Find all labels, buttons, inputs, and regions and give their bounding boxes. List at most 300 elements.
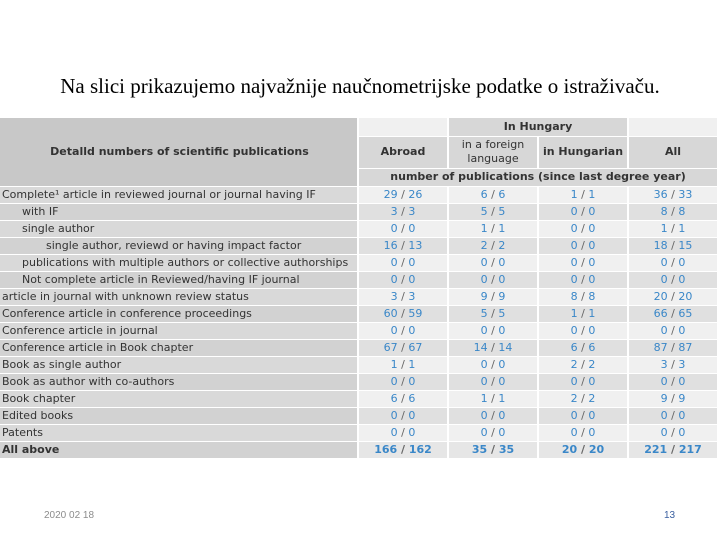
- value-first: 18: [653, 238, 668, 252]
- value-second: 0: [498, 255, 506, 269]
- cell-foreign: [448, 339, 538, 356]
- cell-foreign: [448, 186, 538, 203]
- value-second: 1: [588, 306, 596, 320]
- cell-hungarian: [538, 339, 628, 356]
- value-separator: /: [577, 187, 589, 201]
- value-first: 0: [570, 255, 578, 269]
- table-row: [0, 373, 718, 390]
- value-second: 2: [498, 238, 506, 252]
- value-first: 3: [390, 204, 398, 218]
- value-separator: /: [397, 255, 409, 269]
- value-first: 3: [390, 289, 398, 303]
- table-row: [0, 339, 718, 356]
- value-separator: /: [487, 221, 499, 235]
- value-first: 1: [480, 391, 488, 405]
- header-foreign-language: in a foreign language: [448, 136, 538, 168]
- cell-foreign: [448, 424, 538, 441]
- cell-hungarian: [538, 220, 628, 237]
- header-hungarian: in Hungarian: [538, 136, 628, 168]
- value-second: 0: [678, 425, 686, 439]
- page-number: 13: [664, 510, 676, 521]
- header-subtitle: number of publications (since last degree year): [358, 168, 718, 186]
- value-first: 0: [480, 323, 488, 337]
- value-first: 0: [390, 425, 398, 439]
- cell-all: [628, 203, 718, 220]
- value-second: 2: [588, 391, 596, 405]
- value-second: 33: [678, 187, 693, 201]
- value-separator: /: [487, 425, 499, 439]
- value-second: 1: [498, 221, 506, 235]
- value-second: 26: [408, 187, 423, 201]
- value-separator: /: [667, 340, 679, 354]
- value-first: 1: [570, 306, 578, 320]
- cell-hungarian: [538, 441, 628, 458]
- table-row: [0, 254, 718, 271]
- header-in-hungary: In Hungary: [448, 118, 628, 136]
- value-second: 0: [588, 408, 596, 422]
- value-separator: /: [397, 204, 409, 218]
- value-first: 6: [570, 340, 578, 354]
- value-second: 0: [408, 374, 416, 388]
- value-separator: /: [667, 306, 679, 320]
- table-row: [0, 220, 718, 237]
- value-separator: /: [487, 323, 499, 337]
- value-first: 0: [570, 408, 578, 422]
- value-first: 0: [570, 204, 578, 218]
- value-separator: /: [397, 272, 409, 286]
- value-second: 65: [678, 306, 693, 320]
- value-first: 0: [660, 255, 668, 269]
- value-separator: /: [667, 374, 679, 388]
- value-separator: /: [397, 391, 409, 405]
- value-second: 20: [588, 442, 605, 456]
- value-separator: /: [397, 289, 409, 303]
- value-separator: /: [667, 289, 679, 303]
- value-second: 0: [408, 425, 416, 439]
- value-second: 67: [408, 340, 423, 354]
- cell-foreign: [448, 356, 538, 373]
- value-second: 1: [678, 221, 686, 235]
- cell-hungarian: [538, 373, 628, 390]
- cell-abroad: [358, 407, 448, 424]
- cell-abroad: [358, 441, 448, 458]
- value-separator: /: [577, 425, 589, 439]
- slide-title: Na slici prikazujemo najvažnije naučnometrijske podatke o istraživaču.: [60, 74, 660, 98]
- value-separator: /: [577, 408, 589, 422]
- value-second: 217: [678, 442, 702, 456]
- value-second: 3: [408, 204, 416, 218]
- table-row: [0, 356, 718, 373]
- value-separator: /: [487, 374, 499, 388]
- value-separator: /: [487, 272, 499, 286]
- value-first: 0: [390, 221, 398, 235]
- value-separator: /: [577, 306, 589, 320]
- value-second: 0: [498, 323, 506, 337]
- cell-abroad: [358, 356, 448, 373]
- value-second: 59: [408, 306, 423, 320]
- value-second: 1: [588, 187, 596, 201]
- value-separator: /: [397, 340, 409, 354]
- value-second: 0: [498, 272, 506, 286]
- value-separator: /: [397, 187, 409, 201]
- cell-abroad: [358, 271, 448, 288]
- table-row: [0, 237, 718, 254]
- value-separator: /: [487, 187, 499, 201]
- value-second: 0: [588, 204, 596, 218]
- value-first: 36: [653, 187, 668, 201]
- value-first: 0: [390, 408, 398, 422]
- header-blank-all: [628, 118, 718, 136]
- cell-all: [628, 220, 718, 237]
- slide-date: 2020 02 18: [44, 510, 95, 521]
- value-first: 0: [480, 272, 488, 286]
- row-label: Book chapter: [0, 390, 358, 407]
- cell-abroad: [358, 203, 448, 220]
- value-first: 1: [480, 221, 488, 235]
- value-second: 0: [588, 255, 596, 269]
- value-second: 0: [408, 408, 416, 422]
- cell-foreign: [448, 271, 538, 288]
- value-second: 35: [498, 442, 515, 456]
- value-second: 5: [498, 204, 506, 218]
- value-first: 0: [480, 425, 488, 439]
- row-label: article in journal with unknown review status: [0, 288, 358, 305]
- cell-abroad: [358, 220, 448, 237]
- value-first: 0: [660, 272, 668, 286]
- value-first: 0: [570, 425, 578, 439]
- publications-table: [0, 118, 719, 459]
- row-label: with IF: [0, 203, 358, 220]
- table-row: [0, 441, 718, 458]
- value-separator: /: [577, 289, 589, 303]
- value-first: 0: [660, 408, 668, 422]
- cell-abroad: [358, 305, 448, 322]
- value-second: 0: [408, 272, 416, 286]
- row-label: Patents: [0, 424, 358, 441]
- value-second: 0: [408, 221, 416, 235]
- value-separator: /: [667, 238, 679, 252]
- row-label: Edited books: [0, 407, 358, 424]
- value-separator: /: [487, 238, 499, 252]
- table-row: [0, 271, 718, 288]
- value-second: 0: [498, 374, 506, 388]
- value-first: 0: [480, 255, 488, 269]
- value-separator: /: [397, 357, 409, 371]
- value-second: 0: [678, 323, 686, 337]
- value-first: 0: [390, 272, 398, 286]
- value-first: 0: [480, 374, 488, 388]
- value-second: 15: [678, 238, 693, 252]
- cell-hungarian: [538, 356, 628, 373]
- cell-hungarian: [538, 305, 628, 322]
- value-second: 20: [678, 289, 693, 303]
- value-first: 0: [480, 408, 488, 422]
- value-second: 162: [408, 442, 432, 456]
- row-label: Conference article in conference proceedings: [0, 305, 358, 322]
- cell-foreign: [448, 390, 538, 407]
- value-second: 9: [678, 391, 686, 405]
- cell-all: [628, 305, 718, 322]
- value-second: 3: [408, 289, 416, 303]
- cell-hungarian: [538, 288, 628, 305]
- value-first: 2: [570, 391, 578, 405]
- value-separator: /: [577, 272, 589, 286]
- value-first: 2: [570, 357, 578, 371]
- value-first: 2: [480, 238, 488, 252]
- value-second: 0: [498, 408, 506, 422]
- value-second: 0: [408, 255, 416, 269]
- cell-abroad: [358, 322, 448, 339]
- table-row: [0, 322, 718, 339]
- cell-abroad: [358, 186, 448, 203]
- value-second: 0: [408, 323, 416, 337]
- value-second: 0: [588, 272, 596, 286]
- cell-foreign: [448, 288, 538, 305]
- table-row: [0, 407, 718, 424]
- value-first: 5: [480, 306, 488, 320]
- value-separator: /: [577, 374, 589, 388]
- value-first: 1: [390, 357, 398, 371]
- cell-all: [628, 339, 718, 356]
- cell-abroad: [358, 339, 448, 356]
- table-row: [0, 390, 718, 407]
- value-separator: /: [577, 391, 589, 405]
- value-second: 1: [498, 391, 506, 405]
- cell-all: [628, 390, 718, 407]
- value-separator: /: [667, 221, 679, 235]
- value-first: 9: [660, 391, 668, 405]
- table-row: [0, 305, 718, 322]
- value-separator: /: [397, 408, 409, 422]
- value-first: 0: [570, 272, 578, 286]
- cell-all: [628, 271, 718, 288]
- value-separator: /: [667, 357, 679, 371]
- value-second: 6: [408, 391, 416, 405]
- cell-foreign: [448, 237, 538, 254]
- value-separator: /: [487, 306, 499, 320]
- value-separator: /: [397, 238, 409, 252]
- value-separator: /: [577, 204, 589, 218]
- cell-all: [628, 237, 718, 254]
- cell-all: [628, 356, 718, 373]
- header-blank-abroad: [358, 118, 448, 136]
- value-first: 0: [660, 374, 668, 388]
- value-first: 14: [473, 340, 488, 354]
- value-first: 1: [570, 187, 578, 201]
- value-first: 9: [480, 289, 488, 303]
- value-second: 0: [588, 238, 596, 252]
- value-separator: /: [487, 289, 499, 303]
- table-row: [0, 186, 718, 203]
- value-separator: /: [487, 391, 499, 405]
- row-label: Conference article in journal: [0, 322, 358, 339]
- value-separator: /: [667, 425, 679, 439]
- value-first: 16: [383, 238, 398, 252]
- value-separator: /: [397, 374, 409, 388]
- value-first: 60: [383, 306, 398, 320]
- value-separator: /: [667, 272, 679, 286]
- row-label: Not complete article in Reviewed/having IF journal: [0, 271, 358, 288]
- row-label: All above: [0, 441, 358, 458]
- cell-abroad: [358, 390, 448, 407]
- value-first: 0: [570, 238, 578, 252]
- cell-foreign: [448, 407, 538, 424]
- value-first: 66: [653, 306, 668, 320]
- value-first: 0: [570, 221, 578, 235]
- value-separator: /: [577, 340, 589, 354]
- cell-hungarian: [538, 271, 628, 288]
- value-first: 0: [390, 255, 398, 269]
- cell-hungarian: [538, 254, 628, 271]
- value-first: 8: [570, 289, 578, 303]
- row-label: Conference article in Book chapter: [0, 339, 358, 356]
- value-separator: /: [577, 442, 589, 456]
- value-second: 0: [498, 425, 506, 439]
- row-label: single author, reviewd or having impact factor: [0, 237, 358, 254]
- value-separator: /: [577, 357, 589, 371]
- table-row: [0, 288, 718, 305]
- value-first: 0: [480, 357, 488, 371]
- value-separator: /: [577, 323, 589, 337]
- value-second: 2: [588, 357, 596, 371]
- value-first: 6: [390, 391, 398, 405]
- cell-foreign: [448, 220, 538, 237]
- value-first: 166: [374, 442, 398, 456]
- cell-foreign: [448, 305, 538, 322]
- value-second: 0: [588, 323, 596, 337]
- value-first: 1: [660, 221, 668, 235]
- value-first: 0: [570, 323, 578, 337]
- value-separator: /: [487, 204, 499, 218]
- value-separator: /: [667, 187, 679, 201]
- value-first: 5: [480, 204, 488, 218]
- cell-foreign: [448, 373, 538, 390]
- value-second: 6: [498, 187, 506, 201]
- value-second: 0: [678, 272, 686, 286]
- cell-hungarian: [538, 186, 628, 203]
- cell-abroad: [358, 254, 448, 271]
- value-separator: /: [667, 391, 679, 405]
- value-separator: /: [397, 221, 409, 235]
- table-row: [0, 203, 718, 220]
- value-separator: /: [487, 408, 499, 422]
- value-separator: /: [667, 255, 679, 269]
- row-label: Book as single author: [0, 356, 358, 373]
- value-second: 1: [408, 357, 416, 371]
- cell-abroad: [358, 424, 448, 441]
- value-second: 14: [498, 340, 513, 354]
- value-first: 20: [561, 442, 578, 456]
- value-separator: /: [397, 323, 409, 337]
- value-separator: /: [667, 204, 679, 218]
- cell-all: [628, 322, 718, 339]
- value-second: 8: [678, 204, 686, 218]
- value-first: 221: [644, 442, 668, 456]
- header-abroad: Abroad: [358, 136, 448, 168]
- value-second: 0: [588, 425, 596, 439]
- value-first: 3: [660, 357, 668, 371]
- value-separator: /: [577, 221, 589, 235]
- value-separator: /: [397, 306, 409, 320]
- cell-all: [628, 186, 718, 203]
- row-label: publications with multiple authors or collective authorships: [0, 254, 358, 271]
- value-second: 0: [678, 255, 686, 269]
- value-first: 67: [383, 340, 398, 354]
- cell-hungarian: [538, 203, 628, 220]
- cell-hungarian: [538, 322, 628, 339]
- value-first: 20: [653, 289, 668, 303]
- value-first: 35: [471, 442, 488, 456]
- value-separator: /: [577, 255, 589, 269]
- value-first: 0: [660, 425, 668, 439]
- value-second: 0: [588, 221, 596, 235]
- value-separator: /: [667, 323, 679, 337]
- cell-all: [628, 288, 718, 305]
- table-row: [0, 424, 718, 441]
- row-label: Complete¹ article in reviewed journal or journal having IF: [0, 186, 358, 203]
- header-all: All: [628, 136, 718, 168]
- value-first: 6: [480, 187, 488, 201]
- value-separator: /: [397, 442, 409, 456]
- cell-hungarian: [538, 237, 628, 254]
- cell-hungarian: [538, 390, 628, 407]
- value-separator: /: [667, 408, 679, 422]
- row-label: Book as author with co-authors: [0, 373, 358, 390]
- value-first: 8: [660, 204, 668, 218]
- value-separator: /: [487, 442, 499, 456]
- value-second: 87: [678, 340, 693, 354]
- cell-abroad: [358, 237, 448, 254]
- value-first: 29: [383, 187, 398, 201]
- cell-foreign: [448, 441, 538, 458]
- value-separator: /: [487, 357, 499, 371]
- cell-all: [628, 424, 718, 441]
- cell-all: [628, 254, 718, 271]
- row-label: single author: [0, 220, 358, 237]
- cell-abroad: [358, 288, 448, 305]
- value-second: 0: [678, 408, 686, 422]
- cell-hungarian: [538, 424, 628, 441]
- value-second: 13: [408, 238, 423, 252]
- value-second: 0: [498, 357, 506, 371]
- cell-foreign: [448, 322, 538, 339]
- table-title: Detalld numbers of scientific publications: [0, 118, 358, 186]
- value-separator: /: [667, 442, 679, 456]
- value-separator: /: [487, 255, 499, 269]
- cell-all: [628, 373, 718, 390]
- value-first: 87: [653, 340, 668, 354]
- value-second: 9: [498, 289, 506, 303]
- value-second: 6: [588, 340, 596, 354]
- value-first: 0: [660, 323, 668, 337]
- value-second: 3: [678, 357, 686, 371]
- value-separator: /: [487, 340, 499, 354]
- cell-all: [628, 407, 718, 424]
- value-first: 0: [390, 374, 398, 388]
- value-separator: /: [577, 238, 589, 252]
- value-second: 0: [678, 374, 686, 388]
- cell-abroad: [358, 373, 448, 390]
- value-second: 5: [498, 306, 506, 320]
- value-first: 0: [390, 323, 398, 337]
- value-separator: /: [397, 425, 409, 439]
- value-first: 0: [570, 374, 578, 388]
- cell-foreign: [448, 254, 538, 271]
- value-second: 0: [588, 374, 596, 388]
- cell-hungarian: [538, 407, 628, 424]
- cell-all: [628, 441, 718, 458]
- cell-foreign: [448, 203, 538, 220]
